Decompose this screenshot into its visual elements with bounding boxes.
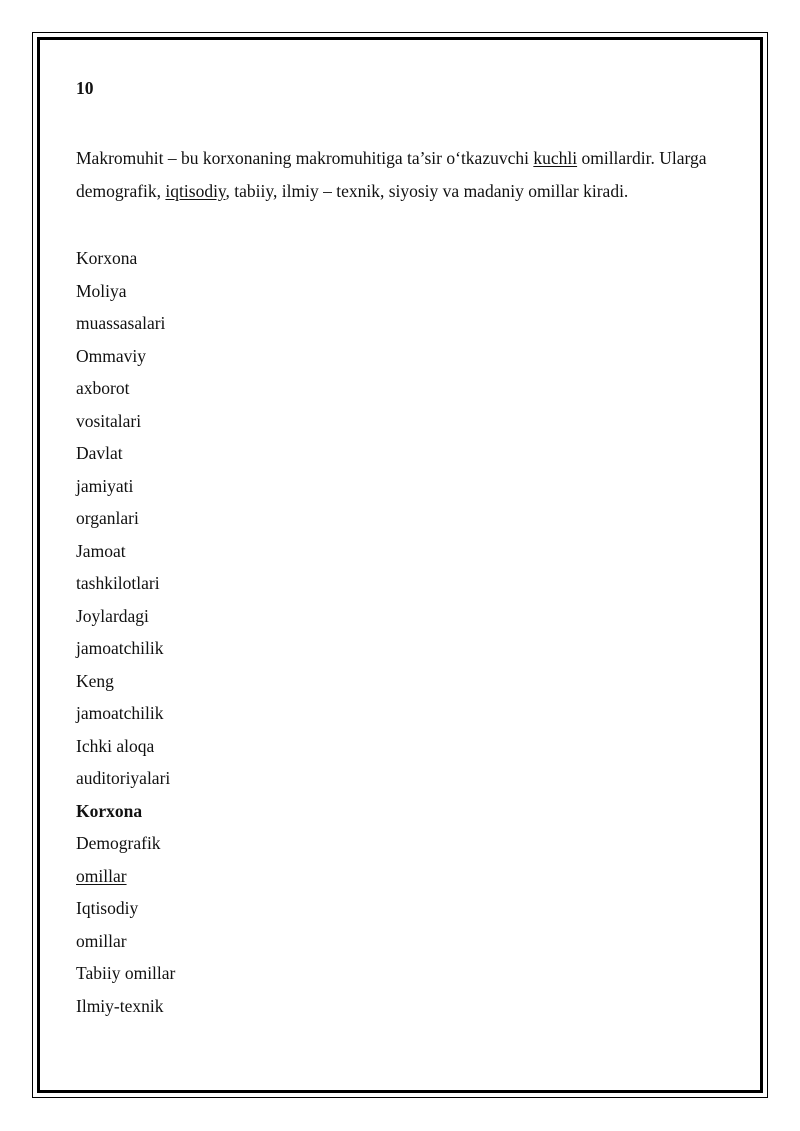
list-item: Ilmiy-texnik: [76, 995, 164, 1016]
list-item-underlined: omillar: [76, 865, 127, 886]
list-item: Demografik: [76, 833, 161, 853]
list-item: jamoatchilik: [76, 703, 164, 723]
list-item: Moliya: [76, 280, 127, 301]
list-item: Keng: [76, 670, 114, 691]
list-item: muassasalari: [76, 313, 166, 333]
list-item: Ommaviy: [76, 345, 146, 366]
list-item: omillar: [76, 930, 127, 951]
list-item-bold: Korxona: [76, 800, 143, 821]
list-item: Joylardagi: [76, 605, 149, 626]
list-item: tashkilotlari: [76, 573, 160, 593]
list-item: organlari: [76, 508, 139, 528]
list-item: jamiyati: [76, 475, 134, 496]
paragraph-text-1: Makromuhit – bu korxonaning makromuhitiga ta’sir o‘tkazuvchi: [76, 148, 534, 168]
term-list: [76, 242, 726, 1022]
list-item: vositalari: [76, 410, 142, 431]
intro-paragraph: [76, 142, 726, 207]
underlined-word-iqtisodiy: iqtisodiy: [165, 180, 226, 201]
page-number: 10: [76, 78, 94, 98]
list-item: Ichki aloqa: [76, 735, 155, 756]
list-item: Tabiiy omillar: [76, 963, 176, 983]
list-item: Korxona: [76, 248, 138, 268]
list-item: axborot: [76, 378, 130, 398]
list-item: jamoatchilik: [76, 638, 164, 658]
list-item: Iqtisodiy: [76, 898, 139, 918]
list-item: auditoriyalari: [76, 768, 171, 788]
page-content: [76, 76, 726, 1022]
list-item: Davlat: [76, 443, 123, 463]
paragraph-text-2: omillardir. Ularga demografik,: [76, 148, 707, 201]
paragraph-text-3: , tabiiy, ilmiy – texnik, siyosiy va madaniy omillar kiradi.: [225, 180, 629, 201]
list-item: Jamoat: [76, 540, 126, 561]
underlined-word-kuchli: kuchli: [533, 148, 578, 168]
